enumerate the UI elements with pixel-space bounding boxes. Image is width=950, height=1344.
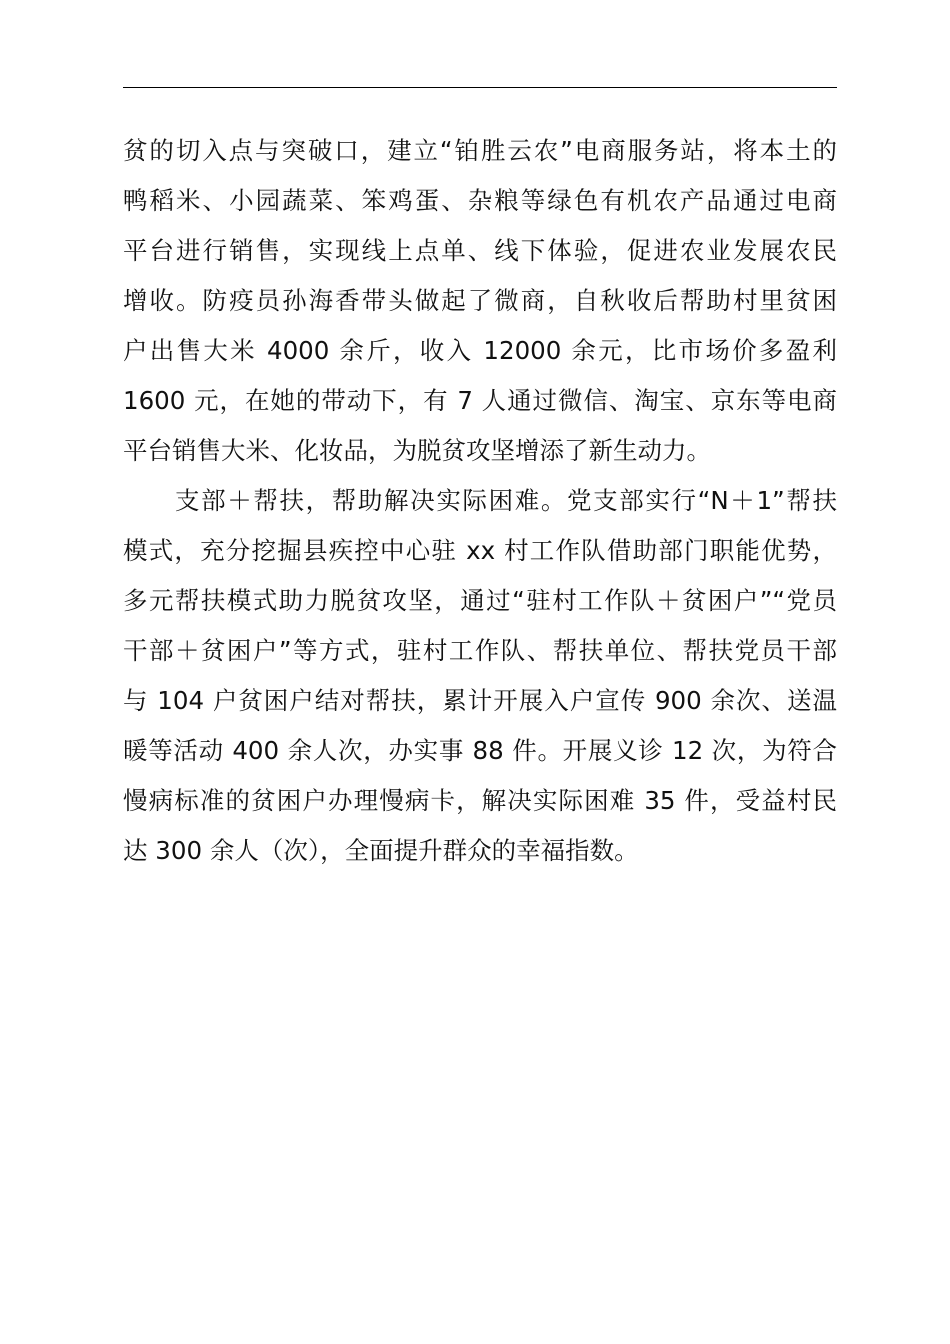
text-line: 平台销售大米、化妆品，为脱贫攻坚增添了新生动力。 [123, 436, 711, 465]
text-line: 干部＋贫困户”等方式，驻村工作队、帮扶单位、帮扶党员干部 [123, 636, 837, 665]
header-rule [123, 87, 837, 88]
text-line: 与 104 户贫困户结对帮扶，累计开展入户宣传 900 余次、送温 [123, 686, 837, 715]
document-body [123, 126, 837, 876]
text-line: 平台进行销售，实现线上点单、线下体验，促进农业发展农民 [123, 236, 837, 265]
text-line: 增收。防疫员孙海香带头做起了微商，自秋收后帮助村里贫困 [123, 286, 837, 315]
paragraph-ecommerce [123, 126, 837, 476]
text-line: 多元帮扶模式助力脱贫攻坚，通过“驻村工作队＋贫困户”“党员 [123, 586, 837, 615]
text-line: 贫的切入点与突破口，建立“铂胜云农”电商服务站，将本土的 [123, 136, 837, 165]
paragraph-assistance [123, 476, 837, 876]
text-line: 鸭稻米、小园蔬菜、笨鸡蛋、杂粮等绿色有机农产品通过电商 [123, 186, 837, 215]
text-line: 1600 元，在她的带动下，有 7 人通过微信、淘宝、京东等电商 [123, 386, 837, 415]
text-line: 户出售大米 4000 余斤，收入 12000 余元，比市场价多盈利 [123, 336, 837, 365]
text-line: 暖等活动 400 余人次，办实事 88 件。开展义诊 12 次，为符合 [123, 736, 837, 765]
text-line: 慢病标准的贫困户办理慢病卡，解决实际困难 35 件，受益村民 [123, 786, 837, 815]
text-line: 达 300 余人（次），全面提升群众的幸福指数。 [123, 836, 639, 865]
paragraph-heading-line: 支部＋帮扶，帮助解决实际困难。党支部实行“N＋1”帮扶 [175, 486, 837, 515]
text-line: 模式，充分挖掘县疾控中心驻 xx 村工作队借助部门职能优势， [123, 536, 837, 565]
